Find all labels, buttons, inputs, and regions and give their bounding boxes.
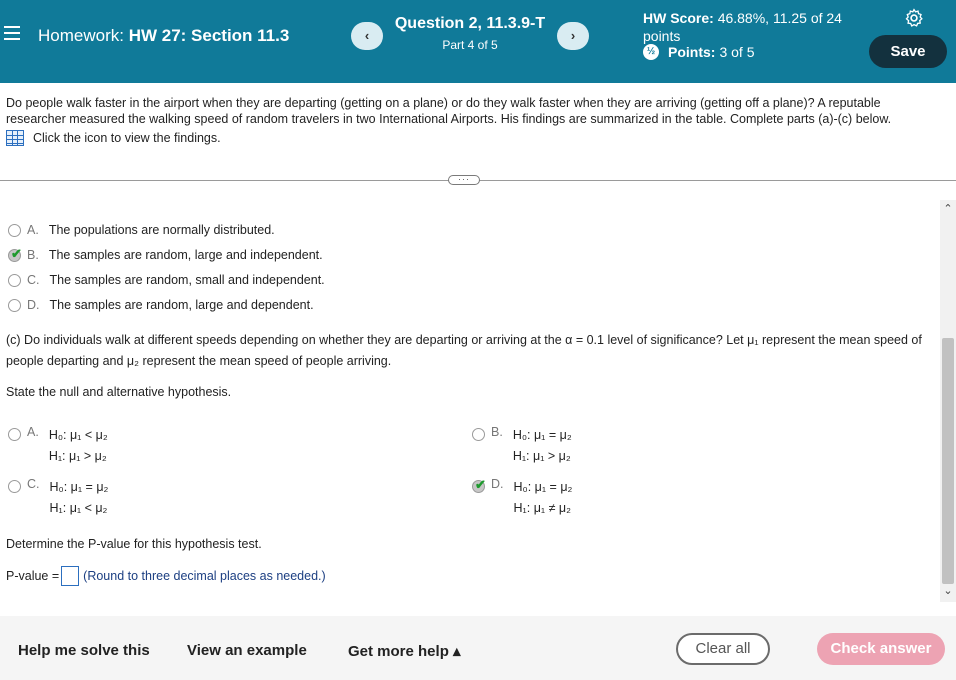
null-hypothesis: H₀: μ₁ = μ₂: [513, 480, 573, 494]
pvalue-row: [6, 566, 326, 586]
condition-option-a[interactable]: [8, 223, 275, 237]
option-text: The populations are normally distributed.: [48, 223, 275, 237]
check-answer-button[interactable]: Check answer: [817, 633, 945, 665]
hypothesis-option-c[interactable]: [8, 477, 108, 519]
hw-score-value: 46.88%, 11.25 of 24 points: [643, 10, 842, 44]
checkmark-icon: ✔: [11, 245, 22, 261]
radio-button[interactable]: [472, 428, 485, 441]
alt-hypothesis: H₁: μ₁ ≠ μ₂: [513, 501, 571, 515]
partial-credit-icon: ½: [643, 44, 659, 60]
radio-button[interactable]: [8, 274, 21, 287]
alt-hypothesis: H₁: μ₁ < μ₂: [49, 501, 108, 515]
footer-bar: [0, 616, 956, 680]
option-text: The samples are random, large and dependent.: [49, 298, 314, 312]
pvalue-prompt: Determine the P-value for this hypothesis test.: [6, 537, 262, 551]
points-value: 3 of 5: [719, 44, 755, 60]
top-bar: [0, 0, 956, 83]
help-me-solve-button[interactable]: Help me solve this: [18, 642, 150, 659]
hypothesis-option-a[interactable]: [8, 425, 108, 467]
question-part: Part 4 of 5: [442, 38, 498, 52]
pvalue-hint: (Round to three decimal places as needed.): [83, 569, 326, 583]
condition-option-b[interactable]: [8, 245, 323, 262]
condition-option-c[interactable]: [8, 273, 325, 287]
option-text: The samples are random, large and independent.: [48, 248, 323, 262]
question-title: Question 2, 11.3.9-T: [394, 15, 546, 32]
previous-question-button[interactable]: ‹: [351, 22, 383, 50]
scrollbar-thumb[interactable]: [942, 338, 954, 584]
points-label: Points:: [668, 44, 716, 60]
option-letter: B.: [27, 248, 39, 262]
radio-button[interactable]: [8, 299, 21, 312]
null-hypothesis: H₀: μ₁ = μ₂: [49, 480, 109, 494]
null-hypothesis: H₀: μ₁ < μ₂: [48, 428, 108, 442]
homework-title: [38, 26, 289, 46]
radio-button[interactable]: [8, 224, 21, 237]
state-hypothesis-prompt: State the null and alternative hypothesis.: [6, 385, 232, 399]
clear-all-button[interactable]: Clear all: [676, 633, 770, 665]
null-hypothesis: H₀: μ₁ = μ₂: [512, 428, 572, 442]
hw-score: [643, 9, 853, 45]
get-more-help-button[interactable]: Get more help ▴: [348, 643, 461, 660]
condition-option-d[interactable]: [8, 298, 314, 312]
part-c-question: (c) Do individuals walk at different speeds depending on whether they are departing or arriving at the α = 0.1 level of significance? Let μ₁ represent the mean speed of people departing and μ₂ represent the mean speed of people arriving.: [6, 333, 922, 368]
scroll-up-icon[interactable]: ⌃: [943, 203, 953, 215]
findings-link-text[interactable]: Click the icon to view the findings.: [33, 131, 221, 145]
homework-name: HW 27: Section 11.3: [128, 26, 290, 45]
radio-button[interactable]: [8, 245, 22, 262]
findings-link[interactable]: [6, 130, 221, 146]
radio-button[interactable]: [8, 428, 21, 441]
hypothesis-option-d[interactable]: [472, 477, 572, 519]
alt-hypothesis: H₁: μ₁ > μ₂: [48, 449, 107, 463]
scrollbar[interactable]: [940, 200, 956, 602]
alt-hypothesis: H₁: μ₁ > μ₂: [512, 449, 571, 463]
scroll-down-icon[interactable]: ⌄: [943, 585, 953, 597]
option-letter: A.: [27, 223, 39, 237]
gear-icon[interactable]: [904, 8, 924, 28]
save-button[interactable]: Save: [869, 35, 947, 68]
radio-button[interactable]: [8, 480, 21, 493]
hypothesis-option-b[interactable]: [472, 425, 572, 467]
option-letter: C.: [27, 477, 40, 491]
option-text: The samples are random, small and independent.: [49, 273, 325, 287]
option-letter: D.: [27, 298, 40, 312]
checkmark-icon: ✔: [475, 477, 486, 492]
table-icon[interactable]: [6, 130, 24, 146]
points: [643, 44, 754, 60]
menu-icon[interactable]: [4, 26, 20, 42]
divider-handle[interactable]: ···: [448, 175, 480, 185]
next-question-button[interactable]: ›: [557, 22, 589, 50]
view-example-button[interactable]: View an example: [187, 642, 307, 659]
option-letter: C.: [27, 273, 40, 287]
hw-score-label: HW Score:: [643, 10, 714, 26]
radio-button[interactable]: [472, 477, 486, 493]
pvalue-label: P-value =: [6, 569, 60, 583]
option-letter: B.: [491, 425, 503, 439]
pvalue-input[interactable]: [61, 566, 79, 586]
option-letter: A.: [27, 425, 39, 439]
homework-prefix: Homework:: [38, 26, 124, 45]
option-letter: D.: [491, 477, 504, 491]
question-intro: Do people walk faster in the airport when they are departing (getting on a plane) or do they walk faster when they are arriving (getting off a plane)? A reputable researcher measured the walking speed of random travelers in two International Airports. His findings are summarized in the table. Complete parts (a)-(c) below.: [6, 96, 892, 126]
